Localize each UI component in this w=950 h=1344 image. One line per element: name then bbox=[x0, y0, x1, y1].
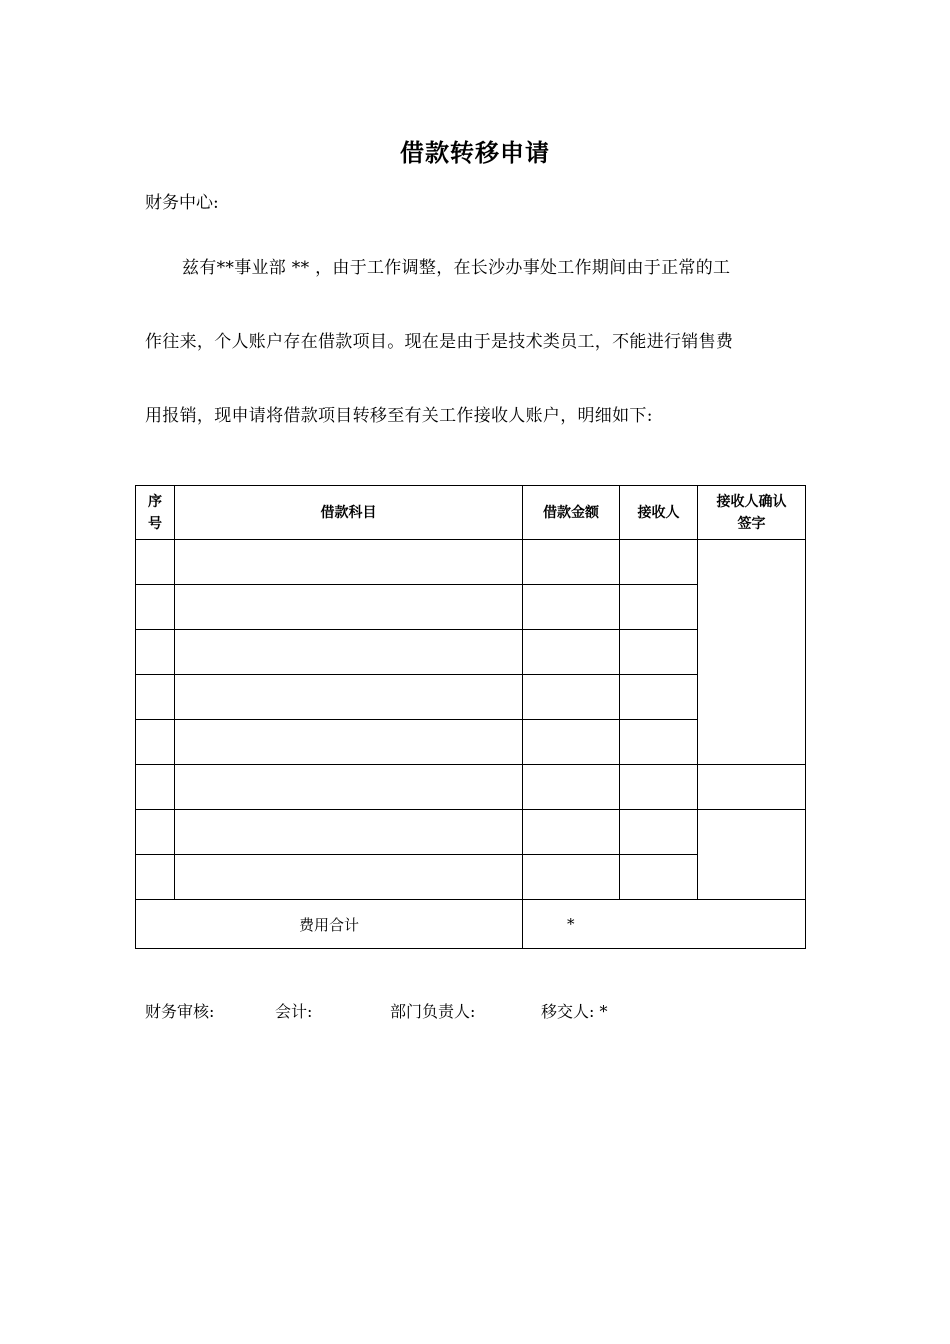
cell-confirm-signature-1[interactable] bbox=[698, 540, 806, 765]
cell-seq[interactable] bbox=[136, 765, 175, 810]
paragraph-line-2: 作往来，个人账户存在借款项目。现在是由于是技术类员工，不能进行销售费 bbox=[145, 332, 734, 352]
cell-seq[interactable] bbox=[136, 855, 175, 900]
cell-receiver[interactable] bbox=[620, 765, 698, 810]
cell-seq[interactable] bbox=[136, 720, 175, 765]
cell-amount[interactable] bbox=[523, 765, 620, 810]
cell-receiver[interactable] bbox=[620, 675, 698, 720]
cell-amount[interactable] bbox=[523, 630, 620, 675]
cell-subject[interactable] bbox=[175, 810, 523, 855]
cell-amount[interactable] bbox=[523, 810, 620, 855]
cell-subject[interactable] bbox=[175, 585, 523, 630]
table-row bbox=[136, 810, 806, 855]
total-label: 费用合计 bbox=[136, 900, 523, 949]
paragraph-line-1: 兹有**事业部 ** ，由于工作调整，在长沙办事处工作期间由于正常的工 bbox=[182, 258, 731, 278]
header-confirm: 接收人确认签字 bbox=[698, 486, 806, 540]
cell-subject[interactable] bbox=[175, 630, 523, 675]
document-title: 借款转移申请 bbox=[400, 139, 550, 167]
cell-subject[interactable] bbox=[175, 855, 523, 900]
table-header-row bbox=[136, 486, 806, 540]
cell-receiver[interactable] bbox=[620, 810, 698, 855]
table-row bbox=[136, 765, 806, 810]
cell-receiver[interactable] bbox=[620, 855, 698, 900]
total-row bbox=[136, 900, 806, 949]
cell-confirm-signature-3[interactable] bbox=[698, 810, 806, 900]
cell-seq[interactable] bbox=[136, 630, 175, 675]
total-value[interactable]: * bbox=[523, 900, 806, 949]
cell-amount[interactable] bbox=[523, 540, 620, 585]
finance-review-label: 财务审核: bbox=[145, 1002, 215, 1021]
cell-seq[interactable] bbox=[136, 540, 175, 585]
cell-confirm-signature-2[interactable] bbox=[698, 765, 806, 810]
cell-seq[interactable] bbox=[136, 585, 175, 630]
cell-receiver[interactable] bbox=[620, 720, 698, 765]
handover-label: 移交人: * bbox=[541, 1002, 608, 1021]
cell-amount[interactable] bbox=[523, 675, 620, 720]
header-receiver: 接收人 bbox=[620, 486, 698, 540]
header-subject: 借款科目 bbox=[175, 486, 523, 540]
cell-subject[interactable] bbox=[175, 720, 523, 765]
cell-receiver[interactable] bbox=[620, 540, 698, 585]
paragraph-line-3: 用报销，现申请将借款项目转移至有关工作接收人账户，明细如下: bbox=[145, 406, 653, 426]
header-seq: 序号 bbox=[136, 486, 175, 540]
header-amount: 借款金额 bbox=[523, 486, 620, 540]
cell-receiver[interactable] bbox=[620, 585, 698, 630]
cell-seq[interactable] bbox=[136, 810, 175, 855]
cell-amount[interactable] bbox=[523, 855, 620, 900]
cell-subject[interactable] bbox=[175, 765, 523, 810]
dept-head-label: 部门负责人: bbox=[390, 1002, 476, 1021]
cell-subject[interactable] bbox=[175, 540, 523, 585]
cell-subject[interactable] bbox=[175, 675, 523, 720]
cell-amount[interactable] bbox=[523, 585, 620, 630]
accountant-label: 会计: bbox=[275, 1002, 313, 1021]
table-row bbox=[136, 540, 806, 585]
cell-seq[interactable] bbox=[136, 675, 175, 720]
cell-amount[interactable] bbox=[523, 720, 620, 765]
cell-receiver[interactable] bbox=[620, 630, 698, 675]
addressee: 财务中心: bbox=[145, 193, 219, 213]
loan-detail-table bbox=[135, 485, 806, 949]
